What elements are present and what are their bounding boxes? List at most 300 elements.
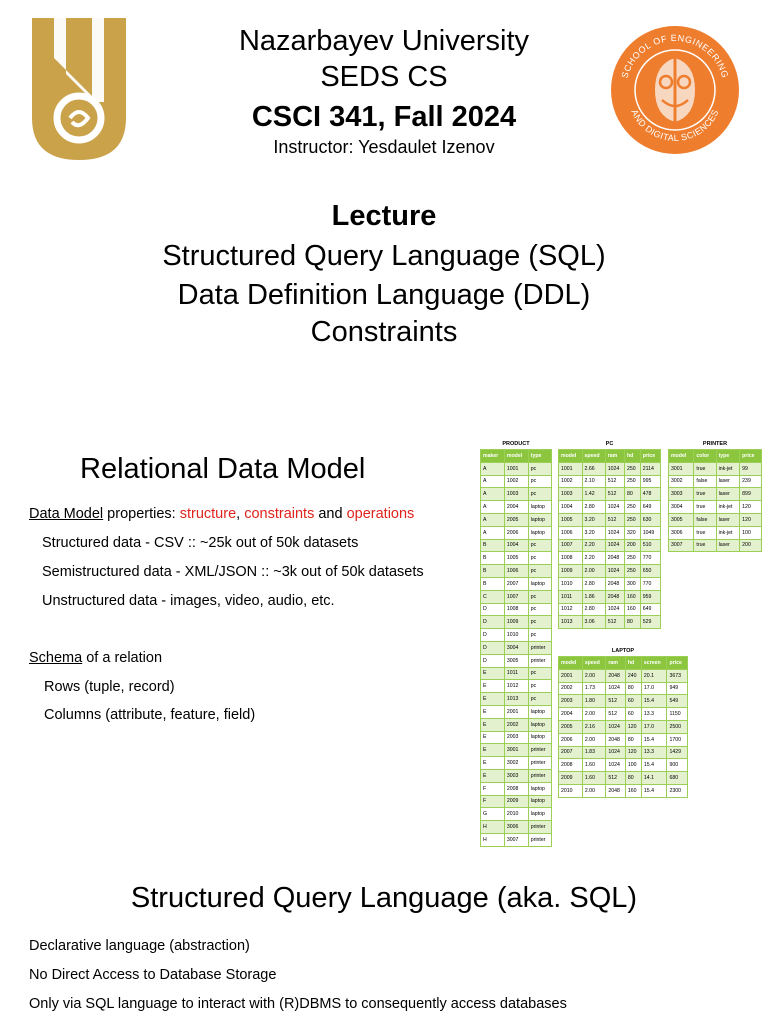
- table-row: [481, 603, 552, 616]
- table-cell: 3004: [504, 641, 528, 654]
- table-cell: pc: [528, 488, 551, 501]
- table-cell: laptop: [528, 795, 551, 808]
- table-cell: 1024: [606, 682, 625, 695]
- table-row: [481, 590, 552, 603]
- table-cell: laptop: [528, 705, 551, 718]
- table-cell: 1.80: [582, 695, 606, 708]
- table-row: [481, 565, 552, 578]
- table-cell: true: [694, 462, 716, 475]
- table-cell: 2048: [605, 577, 624, 590]
- table-cell: laptop: [528, 718, 551, 731]
- table-cell: pc: [528, 603, 551, 616]
- table-cell: 200: [624, 539, 640, 552]
- table-cell: E: [481, 693, 505, 706]
- table-cell: 300: [624, 577, 640, 590]
- table-cell: 1049: [640, 526, 660, 539]
- laptop-table: [558, 656, 688, 798]
- table-row: [481, 782, 552, 795]
- table-cell: 2007: [559, 746, 583, 759]
- table-cell: A: [481, 462, 505, 475]
- table-cell: D: [481, 654, 505, 667]
- table-cell: 1024: [605, 565, 624, 578]
- table-row: [559, 616, 661, 629]
- table-cell: D: [481, 629, 505, 642]
- table-cell: 1010: [559, 577, 583, 590]
- table-cell: E: [481, 744, 505, 757]
- table-cell: 13.3: [641, 746, 667, 759]
- table-cell: 17.0: [641, 682, 667, 695]
- table-cell: 2009: [504, 795, 528, 808]
- table-cell: 250: [624, 501, 640, 514]
- table-cell: 15.4: [641, 695, 667, 708]
- table-row: [481, 616, 552, 629]
- table-cell: 1.86: [582, 590, 605, 603]
- seds-seal-icon: [606, 24, 744, 156]
- table-cell: 3006: [669, 526, 694, 539]
- table-row: [481, 705, 552, 718]
- svg-text:SCHOOL OF ENGINEERING: SCHOOL OF ENGINEERING: [619, 32, 731, 80]
- table-cell: 2114: [640, 462, 660, 475]
- table-cell: 1.42: [582, 488, 605, 501]
- table-cell: laptop: [528, 577, 551, 590]
- table-cell: 1024: [606, 746, 625, 759]
- list-item: Structured data - CSV :: ~25k out of 50k datasets: [42, 535, 359, 551]
- table-cell: B: [481, 539, 505, 552]
- table-cell: 2.80: [582, 603, 605, 616]
- table-cell: pc: [528, 539, 551, 552]
- table-row: [481, 757, 552, 770]
- table-row: [559, 746, 688, 759]
- svg-text:AND DIGITAL SCIENCES: AND DIGITAL SCIENCES: [629, 107, 721, 144]
- table-cell: H: [481, 833, 505, 846]
- column-header: hd: [625, 657, 641, 670]
- table-cell: G: [481, 808, 505, 821]
- table-cell: 13.3: [641, 708, 667, 721]
- list-item: Unstructured data - images, video, audio, etc.: [42, 593, 335, 609]
- table-cell: 80: [625, 733, 641, 746]
- table-cell: printer: [528, 769, 551, 782]
- table-row: [669, 539, 762, 552]
- table-cell: 1012: [504, 680, 528, 693]
- column-header: ram: [605, 450, 624, 463]
- table-cell: 770: [640, 552, 660, 565]
- table-row: [559, 552, 661, 565]
- column-header: speed: [582, 657, 606, 670]
- table-cell: 1007: [504, 590, 528, 603]
- section-title-sql: Structured Query Language (aka. SQL): [130, 882, 638, 914]
- table-cell: pc: [528, 616, 551, 629]
- table-row: [481, 718, 552, 731]
- table-cell: H: [481, 821, 505, 834]
- table-cell: 80: [625, 682, 641, 695]
- data-model-term: Data Model: [29, 506, 104, 522]
- table-cell: 2002: [504, 718, 528, 731]
- table-cell: 1024: [606, 759, 625, 772]
- table-cell: 2.10: [582, 475, 605, 488]
- table-cell: 1024: [605, 526, 624, 539]
- table-cell: 100: [740, 526, 762, 539]
- table-cell: printer: [528, 641, 551, 654]
- column-header: hd: [624, 450, 640, 463]
- table-cell: 2048: [606, 784, 625, 797]
- table-cell: 240: [625, 669, 641, 682]
- printer-table-block: [668, 440, 762, 552]
- table-cell: pc: [528, 667, 551, 680]
- column-header: price: [740, 450, 762, 463]
- table-cell: 2010: [559, 784, 583, 797]
- column-header: model: [504, 450, 528, 463]
- table-cell: 20.1: [641, 669, 667, 682]
- table-cell: pc: [528, 462, 551, 475]
- table-cell: laser: [716, 488, 740, 501]
- table-row: [559, 462, 661, 475]
- table-cell: 2.00: [582, 784, 606, 797]
- table-cell: 949: [667, 682, 688, 695]
- table-row: [481, 501, 552, 514]
- table-cell: 2.20: [582, 539, 605, 552]
- table-row: [481, 462, 552, 475]
- operations-term: operations: [346, 506, 415, 522]
- table-cell: D: [481, 603, 505, 616]
- table-row: [481, 552, 552, 565]
- table-cell: laser: [716, 513, 740, 526]
- table-cell: 1013: [504, 693, 528, 706]
- table-cell: 2005: [504, 513, 528, 526]
- section-title-relational: Relational Data Model: [80, 453, 366, 485]
- table-row: [559, 603, 661, 616]
- table-cell: 1004: [504, 539, 528, 552]
- table-title: PC: [605, 441, 614, 447]
- table-cell: 1429: [667, 746, 688, 759]
- table-row: [669, 488, 762, 501]
- table-cell: 3.20: [582, 513, 605, 526]
- lecture-subtitle: Constraints: [310, 316, 458, 348]
- table-cell: 2.00: [582, 708, 606, 721]
- table-cell: E: [481, 667, 505, 680]
- table-title: LAPTOP: [611, 648, 635, 654]
- table-cell: 2006: [559, 733, 583, 746]
- table-cell: true: [694, 488, 716, 501]
- table-cell: 1.60: [582, 772, 606, 785]
- table-cell: 160: [625, 784, 641, 797]
- schema-term: Schema: [29, 650, 83, 666]
- table-cell: laptop: [528, 782, 551, 795]
- table-cell: 650: [640, 565, 660, 578]
- table-cell: D: [481, 641, 505, 654]
- list-item: Semistructured data - XML/JSON :: ~3k out of 50k datasets: [42, 564, 424, 580]
- table-cell: B: [481, 565, 505, 578]
- department-name: SEDS CS: [320, 61, 448, 93]
- product-table-block: [480, 440, 552, 847]
- table-row: [669, 513, 762, 526]
- table-cell: 1.60: [582, 759, 606, 772]
- table-cell: A: [481, 475, 505, 488]
- table-cell: ink-jet: [716, 526, 740, 539]
- table-cell: 512: [606, 708, 625, 721]
- table-cell: 3001: [504, 744, 528, 757]
- table-cell: pc: [528, 565, 551, 578]
- table-cell: 80: [625, 772, 641, 785]
- table-cell: 160: [624, 603, 640, 616]
- table-cell: 250: [624, 462, 640, 475]
- table-row: [481, 769, 552, 782]
- table-cell: true: [694, 526, 716, 539]
- table-cell: 1010: [504, 629, 528, 642]
- schema-heading: Schema of a relation: [29, 650, 163, 666]
- table-cell: 2001: [504, 705, 528, 718]
- table-row: [481, 693, 552, 706]
- column-header: model: [559, 450, 583, 463]
- table-cell: 1002: [504, 475, 528, 488]
- table-cell: 2.80: [582, 577, 605, 590]
- table-cell: 2008: [559, 759, 583, 772]
- table-cell: false: [694, 513, 716, 526]
- table-cell: printer: [528, 744, 551, 757]
- table-cell: E: [481, 731, 505, 744]
- table-row: [559, 759, 688, 772]
- table-cell: 1003: [504, 488, 528, 501]
- table-row: [481, 833, 552, 846]
- table-cell: printer: [528, 757, 551, 770]
- table-cell: 3003: [504, 769, 528, 782]
- lecture-heading: Lecture: [331, 200, 437, 232]
- table-cell: 529: [640, 616, 660, 629]
- table-row: [559, 590, 661, 603]
- sql-line: No Direct Access to Database Storage: [29, 967, 277, 983]
- table-cell: 549: [667, 695, 688, 708]
- table-row: [481, 577, 552, 590]
- table-cell: 1003: [559, 488, 583, 501]
- table-row: [669, 526, 762, 539]
- table-cell: B: [481, 552, 505, 565]
- table-cell: 649: [640, 501, 660, 514]
- table-cell: 1024: [605, 462, 624, 475]
- table-cell: 2003: [559, 695, 583, 708]
- table-row: [559, 577, 661, 590]
- table-cell: 959: [640, 590, 660, 603]
- table-cell: 478: [640, 488, 660, 501]
- instructor-name: Instructor: Yesdaulet Izenov: [273, 137, 495, 157]
- table-cell: A: [481, 526, 505, 539]
- table-cell: F: [481, 782, 505, 795]
- table-cell: 1011: [559, 590, 583, 603]
- table-row: [559, 488, 661, 501]
- pc-table-block: [558, 440, 661, 629]
- table-cell: 120: [625, 720, 641, 733]
- table-row: [481, 744, 552, 757]
- table-cell: A: [481, 501, 505, 514]
- table-cell: printer: [528, 833, 551, 846]
- table-cell: 2300: [667, 784, 688, 797]
- table-cell: printer: [528, 654, 551, 667]
- table-cell: 900: [667, 759, 688, 772]
- table-cell: 1005: [504, 552, 528, 565]
- table-cell: 1024: [605, 603, 624, 616]
- table-cell: 680: [667, 772, 688, 785]
- table-cell: 60: [625, 695, 641, 708]
- column-header: type: [528, 450, 551, 463]
- table-cell: laptop: [528, 501, 551, 514]
- column-header: model: [669, 450, 694, 463]
- table-row: [481, 795, 552, 808]
- table-cell: pc: [528, 629, 551, 642]
- table-cell: 649: [640, 603, 660, 616]
- table-row: [559, 708, 688, 721]
- table-row: [559, 733, 688, 746]
- table-cell: A: [481, 488, 505, 501]
- table-cell: 2048: [606, 669, 625, 682]
- table-row: [669, 501, 762, 514]
- table-row: [481, 654, 552, 667]
- table-cell: true: [694, 539, 716, 552]
- table-row: [559, 682, 688, 695]
- lecture-subtitle: Data Definition Language (DDL): [177, 279, 591, 311]
- table-cell: 3007: [669, 539, 694, 552]
- table-row: [559, 501, 661, 514]
- table-cell: 2500: [667, 720, 688, 733]
- table-cell: ink-jet: [716, 501, 740, 514]
- table-cell: 2048: [605, 590, 624, 603]
- table-cell: 320: [624, 526, 640, 539]
- table-cell: 3006: [504, 821, 528, 834]
- table-cell: printer: [528, 821, 551, 834]
- table-cell: 510: [640, 539, 660, 552]
- table-cell: 1.83: [582, 746, 606, 759]
- table-cell: 2.66: [582, 462, 605, 475]
- table-cell: 120: [625, 746, 641, 759]
- table-cell: 15.4: [641, 784, 667, 797]
- table-cell: 2048: [605, 552, 624, 565]
- printer-table: [668, 449, 762, 552]
- sql-line: Declarative language (abstraction): [29, 938, 250, 954]
- table-cell: 2.20: [582, 552, 605, 565]
- table-cell: 1.73: [582, 682, 606, 695]
- table-cell: 1009: [504, 616, 528, 629]
- table-cell: 1024: [605, 501, 624, 514]
- table-cell: 1007: [559, 539, 583, 552]
- sql-line: Only via SQL language to interact with (R)DBMS to consequently access databases: [29, 996, 567, 1012]
- column-header: type: [716, 450, 740, 463]
- table-cell: 2.16: [582, 720, 606, 733]
- table-cell: 99: [740, 462, 762, 475]
- table-row: [481, 821, 552, 834]
- table-cell: A: [481, 513, 505, 526]
- table-cell: 770: [640, 577, 660, 590]
- table-cell: 2004: [559, 708, 583, 721]
- pc-table: [558, 449, 661, 629]
- table-cell: 2.00: [582, 669, 606, 682]
- table-cell: true: [694, 501, 716, 514]
- column-header: screen: [641, 657, 667, 670]
- table-cell: 2009: [559, 772, 583, 785]
- table-cell: 1012: [559, 603, 583, 616]
- table-cell: pc: [528, 680, 551, 693]
- table-title: PRINTER: [702, 441, 728, 447]
- column-header: ram: [606, 657, 625, 670]
- table-cell: pc: [528, 693, 551, 706]
- table-cell: E: [481, 757, 505, 770]
- table-cell: 995: [640, 475, 660, 488]
- laptop-table-block: [558, 647, 688, 798]
- table-cell: 2008: [504, 782, 528, 795]
- table-row: [481, 526, 552, 539]
- table-row: [481, 731, 552, 744]
- table-cell: laptop: [528, 526, 551, 539]
- table-row: [559, 526, 661, 539]
- table-row: [559, 565, 661, 578]
- table-cell: 2048: [606, 733, 625, 746]
- table-cell: 3002: [504, 757, 528, 770]
- column-header: price: [667, 657, 688, 670]
- table-cell: 60: [625, 708, 641, 721]
- table-cell: 3004: [669, 501, 694, 514]
- table-row: [481, 667, 552, 680]
- table-row: [481, 629, 552, 642]
- table-cell: 3673: [667, 669, 688, 682]
- table-cell: 14.1: [641, 772, 667, 785]
- course-title: CSCI 341, Fall 2024: [251, 101, 517, 133]
- table-cell: 1700: [667, 733, 688, 746]
- table-cell: 15.4: [641, 733, 667, 746]
- table-cell: 15.4: [641, 759, 667, 772]
- table-row: [559, 784, 688, 797]
- table-cell: ink-jet: [716, 462, 740, 475]
- table-cell: 2003: [504, 731, 528, 744]
- column-header: maker: [481, 450, 505, 463]
- table-cell: 17.0: [641, 720, 667, 733]
- column-header: model: [559, 657, 583, 670]
- table-cell: laptop: [528, 808, 551, 821]
- lecture-subtitle: Structured Query Language (SQL): [162, 240, 606, 272]
- table-cell: 250: [624, 475, 640, 488]
- table-cell: 1009: [559, 565, 583, 578]
- table-cell: 250: [624, 565, 640, 578]
- table-cell: 3007: [504, 833, 528, 846]
- data-model-properties: Data Model properties: structure, constraints and operations: [29, 506, 415, 522]
- table-cell: F: [481, 795, 505, 808]
- table-cell: 200: [740, 539, 762, 552]
- table-cell: 1024: [606, 720, 625, 733]
- table-cell: pc: [528, 552, 551, 565]
- table-row: [559, 669, 688, 682]
- table-cell: D: [481, 616, 505, 629]
- table-cell: 512: [606, 695, 625, 708]
- table-cell: 3002: [669, 475, 694, 488]
- list-item: Columns (attribute, feature, field): [44, 707, 256, 723]
- table-cell: 120: [740, 501, 762, 514]
- table-cell: 160: [624, 590, 640, 603]
- table-cell: 1002: [559, 475, 583, 488]
- table-row: [559, 475, 661, 488]
- table-cell: 2.80: [582, 501, 605, 514]
- table-cell: 1008: [504, 603, 528, 616]
- table-cell: 512: [606, 772, 625, 785]
- table-cell: laser: [716, 475, 740, 488]
- table-cell: 2.00: [582, 733, 606, 746]
- table-title: PRODUCT: [502, 441, 530, 447]
- table-cell: 80: [624, 488, 640, 501]
- table-cell: 2.00: [582, 565, 605, 578]
- table-cell: laptop: [528, 513, 551, 526]
- table-cell: laptop: [528, 731, 551, 744]
- table-row: [481, 539, 552, 552]
- table-cell: E: [481, 680, 505, 693]
- table-row: [481, 488, 552, 501]
- table-cell: 2001: [559, 669, 583, 682]
- table-row: [559, 695, 688, 708]
- table-cell: 1150: [667, 708, 688, 721]
- table-cell: 1008: [559, 552, 583, 565]
